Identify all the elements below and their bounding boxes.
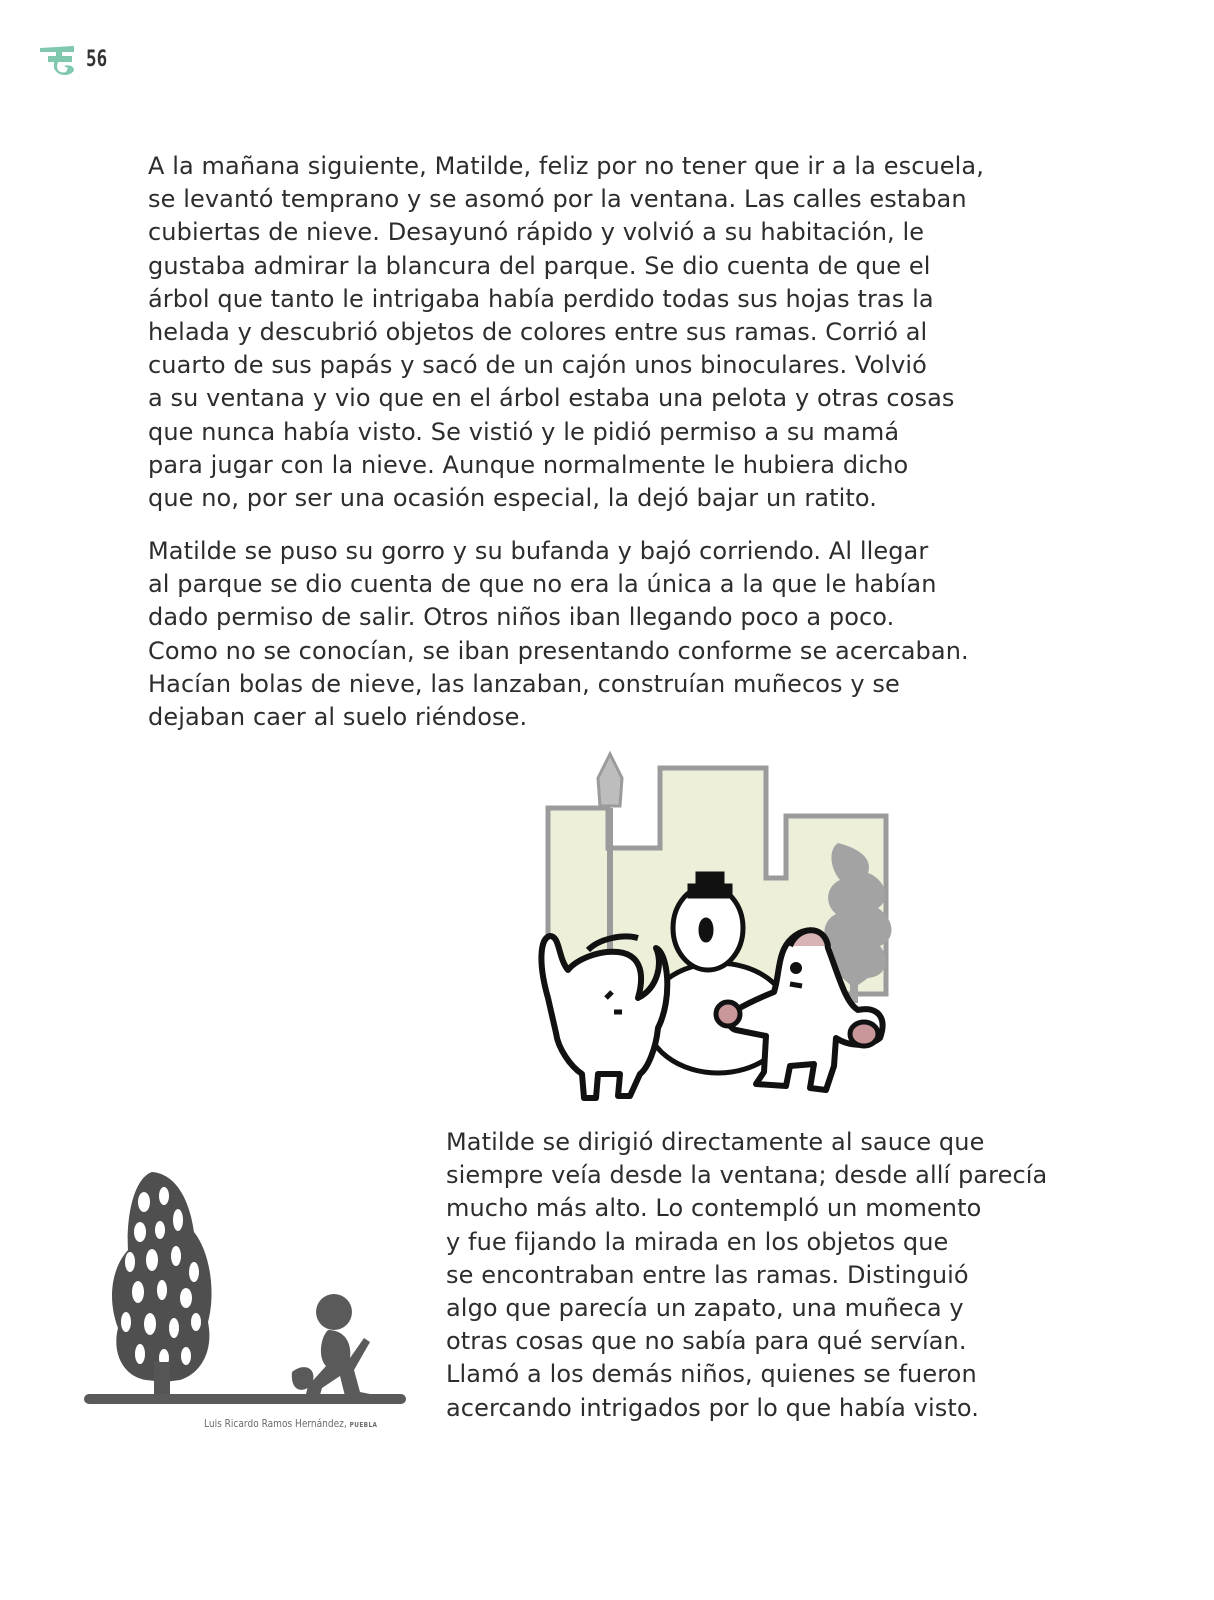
willow-tree-icon xyxy=(112,1172,212,1396)
page-header xyxy=(38,42,113,76)
text-line: árbol que tanto le intrigaba había perdido todas sus hojas tras la xyxy=(148,284,934,313)
text-line: Como no se conocían, se iban presentando conforme se acercaban. xyxy=(148,636,969,665)
text-line: Llamó a los demás niños, quienes se fueron xyxy=(446,1360,977,1389)
text-line: al parque se dio cuenta de que no era la única a la que le habían xyxy=(148,570,937,599)
snow-children-illustration xyxy=(528,748,918,1112)
text-line: helada y descubrió objetos de colores entre sus ramas. Corrió al xyxy=(148,318,928,347)
text-line: otras cosas que no sabía para qué servían. xyxy=(446,1327,967,1356)
tree-and-child-illustration xyxy=(82,1162,408,1412)
text-line: mucho más alto. Lo contempló un momento xyxy=(446,1194,982,1223)
illustration-credit xyxy=(204,1417,377,1430)
text-line: cuarto de sus papás y sacó de un cajón unos binoculares. Volvió xyxy=(148,351,927,380)
text-line: Hacían bolas de nieve, las lanzaban, construían muñecos y se xyxy=(148,669,900,698)
text-line: se levantó temprano y se asomó por la ventana. Las calles estaban xyxy=(148,185,967,214)
running-child-icon xyxy=(292,1294,370,1402)
text-line: que no, por ser una ocasión especial, la dejó bajar un ratito. xyxy=(148,484,877,513)
text-line: siempre veía desde la ventana; desde allí parecía xyxy=(446,1161,1048,1190)
paragraph-1 xyxy=(148,150,984,515)
text-line: a su ventana y vio que en el árbol estaba una pelota y otras cosas xyxy=(148,384,955,413)
paragraph-2 xyxy=(148,535,969,734)
text-line: acercando intrigados por lo que había visto. xyxy=(446,1393,979,1422)
text-line: para jugar con la nieve. Aunque normalmente le hubiera dicho xyxy=(148,450,909,479)
text-line: dejaban caer al suelo riéndose. xyxy=(148,703,528,732)
text-line: se encontraban entre las ramas. Distinguió xyxy=(446,1260,969,1289)
ground-line xyxy=(84,1394,406,1404)
credit-place: PUEBLA xyxy=(349,1421,378,1429)
book-logo-icon xyxy=(38,42,78,76)
text-line: A la mañana siguiente, Matilde, feliz por no tener que ir a la escuela, xyxy=(148,152,984,180)
text-line: Matilde se puso su gorro y su bufanda y bajó corriendo. Al llegar xyxy=(148,537,929,565)
text-line: gustaba admirar la blancura del parque. Se dio cuenta de que el xyxy=(148,251,931,280)
text-line: y fue fijando la mirada en los objetos que xyxy=(446,1227,949,1256)
paragraph-3 xyxy=(446,1126,1047,1425)
text-line: cubiertas de nieve. Desayunó rápido y volvió a su habitación, le xyxy=(148,218,925,247)
credit-author: Luis Ricardo Ramos Hernández, xyxy=(204,1417,347,1430)
text-line: Matilde se dirigió directamente al sauce que xyxy=(446,1128,985,1156)
text-line: dado permiso de salir. Otros niños iban llegando poco a poco. xyxy=(148,603,895,632)
page-number: 56 xyxy=(86,46,108,72)
text-line: algo que parecía un zapato, una muñeca y xyxy=(446,1294,964,1323)
text-line: que nunca había visto. Se vistió y le pidió permiso a su mamá xyxy=(148,417,900,446)
